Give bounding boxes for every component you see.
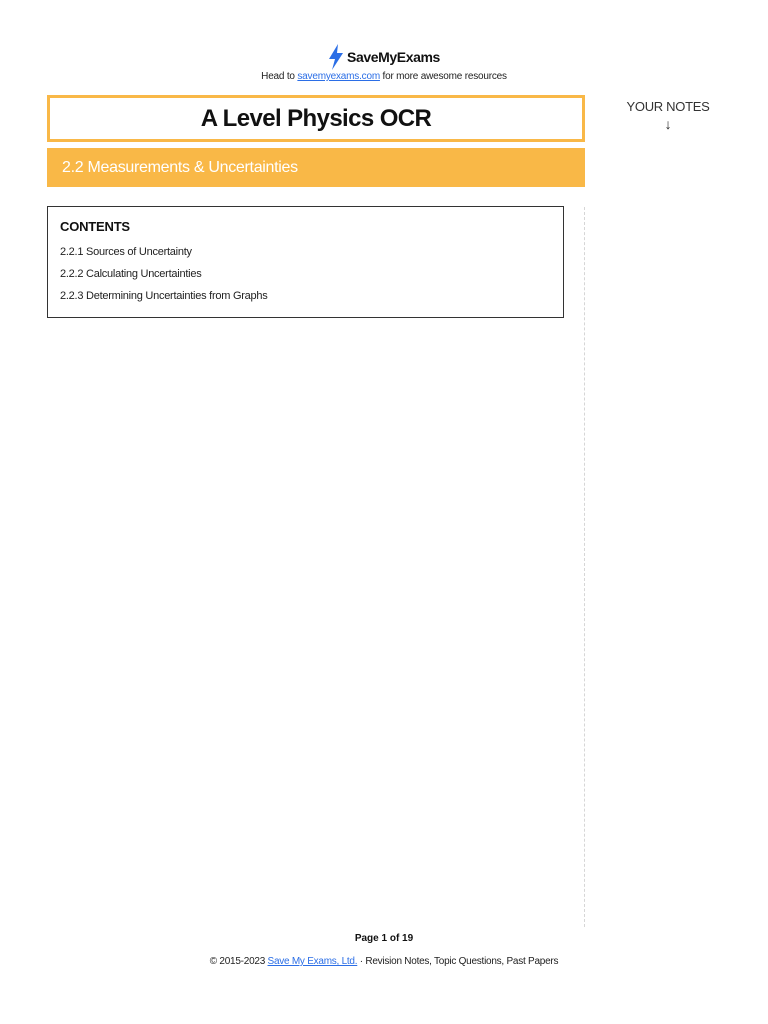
footer-company-link[interactable]: Save My Exams, Ltd. bbox=[267, 956, 358, 967]
topic-title: 2.2 Measurements & Uncertainties bbox=[62, 158, 298, 176]
contents-item-calculating[interactable]: 2.2.2 Calculating Uncertainties bbox=[60, 268, 202, 280]
topic-banner bbox=[47, 148, 585, 187]
brand-logo[interactable] bbox=[0, 44, 768, 70]
header-suffix: for more awesome resources bbox=[379, 71, 507, 82]
page-title: A Level Physics OCR bbox=[200, 104, 432, 132]
contents-item-sources[interactable]: 2.2.1 Sources of Uncertainty bbox=[60, 246, 192, 258]
lightning-bolt-icon bbox=[328, 44, 344, 70]
arrow-down-icon: ↓ bbox=[664, 116, 672, 132]
contents-box bbox=[47, 206, 564, 318]
your-notes-label bbox=[610, 98, 726, 131]
page-number: Page 1 of 19 bbox=[354, 933, 414, 944]
footer bbox=[0, 956, 768, 967]
brand-name: SaveMyExams bbox=[347, 49, 440, 65]
savemyexams-link[interactable]: savemyexams.com bbox=[297, 71, 380, 82]
contents-item-graphs[interactable]: 2.2.3 Determining Uncertainties from Graphs bbox=[60, 290, 268, 302]
contents-heading: CONTENTS bbox=[60, 219, 130, 234]
header-prefix: Head to bbox=[261, 71, 298, 82]
footer-copyright: © 2015-2023 bbox=[209, 956, 268, 967]
title-box bbox=[47, 95, 585, 142]
notes-divider bbox=[584, 207, 585, 927]
your-notes-text: YOUR NOTES bbox=[626, 99, 710, 114]
footer-suffix: · Revision Notes, Topic Questions, Past Papers bbox=[357, 956, 559, 967]
header-promo bbox=[0, 71, 768, 82]
